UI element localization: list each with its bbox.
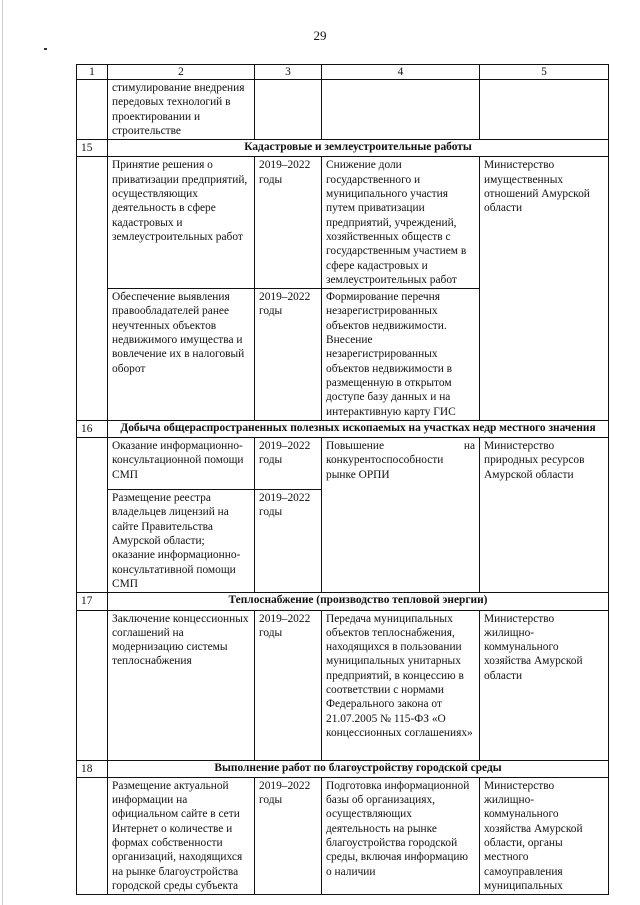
- num-cell: [77, 777, 108, 894]
- result-text: на: [463, 440, 475, 453]
- years-cell: [255, 80, 322, 140]
- section-header-row: [77, 420, 609, 437]
- section-title: Добыча общераспространенных полезных ископаемых на участках недр местного значения: [108, 420, 609, 437]
- num-cell: [77, 80, 108, 140]
- executor-cell: Министерство жилищно-коммунального хозяйства Амурской области, органы местного самоуправления муниципальных: [480, 777, 609, 894]
- result-cell: Передача муниципальных объектов теплоснабжения, находящихся в пользовании муниципальных унитарных предприятий, в концессию в соответствии с нормами Федерального закона от 21.07.2005 № 115-ФЗ «О концессионных соглашениях»: [322, 610, 480, 760]
- years-cell: 2019–2022 годы: [255, 490, 322, 593]
- table-row: [77, 610, 609, 760]
- header-row: [77, 65, 609, 80]
- section-number: 18: [77, 760, 108, 777]
- years-cell: 2019–2022 годы: [255, 610, 322, 760]
- result-cell: Формирование перечня незарегистрированных объектов недвижимости. Внесение незарегистрированных объектов недвижимости в размещенную в открытом доступе базу данных и на интерактивную карту ГИС: [322, 289, 480, 421]
- scan-edge: [2, 0, 3, 905]
- measure-cell: стимулирование внедрения передовых технологий в проектировании и строительстве: [108, 80, 255, 140]
- measure-cell: Размещение реестра владельцев лицензий на сайте Правительства Амурской области; оказание информационно-консультативной помощи СМП: [108, 490, 255, 593]
- header-cell-4: 4: [322, 65, 480, 80]
- num-cell: [77, 157, 108, 420]
- executor-cell: Министерство природных ресурсов Амурской области: [480, 438, 609, 593]
- scan-mark: [44, 48, 47, 50]
- section-header-row: [77, 760, 609, 777]
- years-cell: 2019–2022 годы: [255, 438, 322, 490]
- table-row: [77, 80, 609, 140]
- result-cell: [322, 80, 480, 140]
- result-cell: [322, 438, 480, 593]
- measures-table: [76, 64, 609, 895]
- executor-cell: Министерство имущественных отношений Амурской области: [480, 157, 609, 420]
- measure-cell: Принятие решения о приватизации предприятий, осуществляющих деятельность в сфере кадастровых и землеустроительных работ: [108, 157, 255, 289]
- header-cell-2: 2: [108, 65, 255, 80]
- header-cell-1: 1: [77, 65, 108, 80]
- result-cell: Подготовка информационной базы об организациях, осуществляющих деятельность на рынке благоустройства городской среды, включая информацию о наличии: [322, 777, 480, 894]
- years-cell: 2019–2022 годы: [255, 157, 322, 289]
- measure-cell: Размещение актуальной информации на официальном сайте в сети Интернет о количестве и формах собственности организаций, находящихся на рынке благоустройства городской среды субъекта: [108, 777, 255, 894]
- num-cell: [77, 610, 108, 760]
- result-text: Повышение конкурентоспособности: [326, 440, 444, 467]
- section-number: 16: [77, 420, 108, 437]
- header-cell-3: 3: [255, 65, 322, 80]
- result-cell: Снижение доли государственного и муниципального участия путем приватизации предприятий, учреждений, хозяйственных обществ с государственным участием в сфере кадастровых и землеустроительных работ: [322, 157, 480, 289]
- executor-cell: Министерство жилищно-коммунального хозяйства Амурской области: [480, 610, 609, 760]
- years-cell: 2019–2022 годы: [255, 777, 322, 894]
- table-row: [77, 777, 609, 894]
- table-row: [77, 157, 609, 289]
- measure-cell: Оказание информационно-консультационной помощи СМП: [108, 438, 255, 490]
- result-text: рынке ОРПИ: [326, 468, 390, 481]
- section-header-row: [77, 140, 609, 157]
- section-title: Кадастровые и землеустроительные работы: [108, 140, 609, 157]
- page-number: 29: [313, 28, 327, 43]
- executor-cell: [480, 80, 609, 140]
- section-number: 15: [77, 140, 108, 157]
- num-cell: [77, 438, 108, 593]
- header-cell-5: 5: [480, 65, 609, 80]
- section-number: 17: [77, 593, 108, 610]
- section-header-row: [77, 593, 609, 610]
- measure-cell: Обеспечение выявления правообладателей ранее неучтенных объектов недвижимого имущества и вовлечение их в налоговый оборот: [108, 289, 255, 421]
- section-title: Выполнение работ по благоустройству городской среды: [108, 760, 609, 777]
- section-title: Теплоснабжение (производство тепловой энергии): [108, 593, 609, 610]
- result-line: [326, 439, 475, 468]
- measure-cell: Заключение концессионных соглашений на модернизацию системы теплоснабжения: [108, 610, 255, 760]
- table-row: [77, 438, 609, 490]
- years-cell: 2019–2022 годы: [255, 289, 322, 421]
